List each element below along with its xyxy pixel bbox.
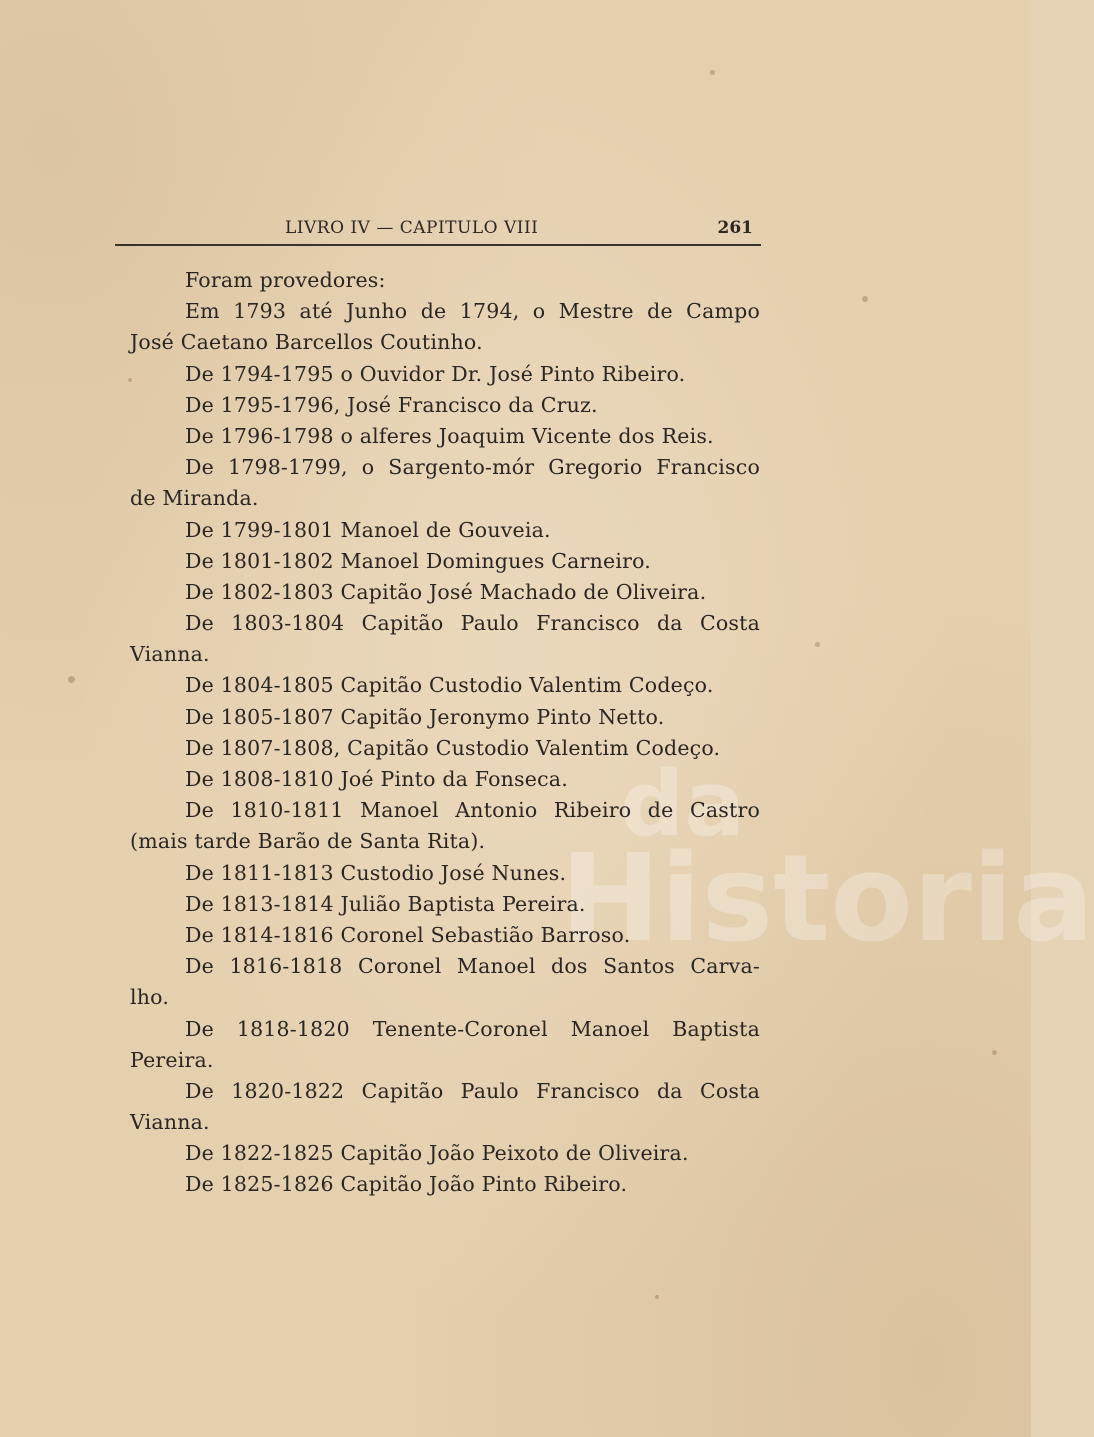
page-number: 261 — [717, 218, 753, 238]
paper-spot — [655, 1295, 659, 1299]
text-line: De 1804-1805 Capitão Custodio Valentim Codeço. — [185, 673, 714, 698]
body-text — [130, 265, 760, 1201]
text-line: De 1807-1808, Capitão Custodio Valentim Codeço. — [185, 735, 721, 760]
text-line: De 1805-1807 Capitão Jeronymo Pinto Netto. — [185, 704, 665, 729]
text-line: (mais tarde Barão de Santa Rita). — [130, 829, 486, 854]
paper-spot — [815, 642, 820, 647]
watermark-line-1: da — [620, 752, 746, 857]
text-line: De 1799-1801 Manoel de Gouveia. — [185, 517, 551, 542]
running-header-title: LIVRO IV — CAPITULO VIII — [285, 218, 539, 238]
running-header — [115, 214, 761, 246]
text-line: de Miranda. — [130, 486, 259, 511]
text-line: De 1802-1803 Capitão José Machado de Oliveira. — [185, 579, 707, 604]
text-line: De 1816-1818 Coronel Manoel dos Santos Carva- — [185, 954, 760, 979]
text-line: José Caetano Barcellos Coutinho. — [130, 330, 483, 355]
text-line: De 1796-1798 o alferes Joaquim Vicente dos Reis. — [185, 423, 714, 448]
text-line: De 1803-1804 Capitão Paulo Francisco da Costa — [185, 611, 760, 636]
text-line: De 1808-1810 Joé Pinto da Fonseca. — [185, 767, 568, 791]
text-line: Vianna. — [130, 642, 210, 667]
text-line: lho. — [130, 985, 170, 1010]
text-line: De 1810-1811 Manoel Antonio Ribeiro de Castro — [185, 798, 760, 823]
paper-spot — [992, 1050, 997, 1055]
text-line: Em 1793 até Junho de 1794, o Mestre de Campo — [185, 299, 760, 324]
text-line: De 1820-1822 Capitão Paulo Francisco da Costa — [185, 1078, 760, 1103]
text-line: De 1798-1799, o Sargento-mór Gregorio Francisco — [185, 455, 760, 480]
text-line: De 1795-1796, José Francisco da Cruz. — [185, 392, 598, 417]
paper-spot — [710, 70, 715, 75]
watermark-line-2: Historia — [560, 830, 1094, 969]
text-line: De 1813-1814 Julião Baptista Pereira. — [185, 891, 586, 916]
paper-spot — [68, 676, 75, 683]
text-line: De 1811-1813 Custodio José Nunes. — [185, 860, 567, 885]
text-line: De 1822-1825 Capitão João Peixoto de Oliveira. — [185, 1141, 689, 1166]
text-line: De 1825-1826 Capitão João Pinto Ribeiro. — [185, 1172, 628, 1197]
text-line: Pereira. — [130, 1047, 214, 1072]
text-line: De 1818-1820 Tenente-Coronel Manoel Baptista — [185, 1016, 760, 1041]
text-line: Foram provedores: — [185, 268, 386, 292]
text-line: De 1801-1802 Manoel Domingues Carneiro. — [185, 548, 651, 573]
text-line: De 1814-1816 Coronel Sebastião Barroso. — [185, 922, 631, 947]
paper-spot — [862, 296, 868, 302]
text-line: De 1794-1795 o Ouvidor Dr. José Pinto Ribeiro. — [185, 361, 686, 386]
text-line: Vianna. — [130, 1110, 210, 1135]
